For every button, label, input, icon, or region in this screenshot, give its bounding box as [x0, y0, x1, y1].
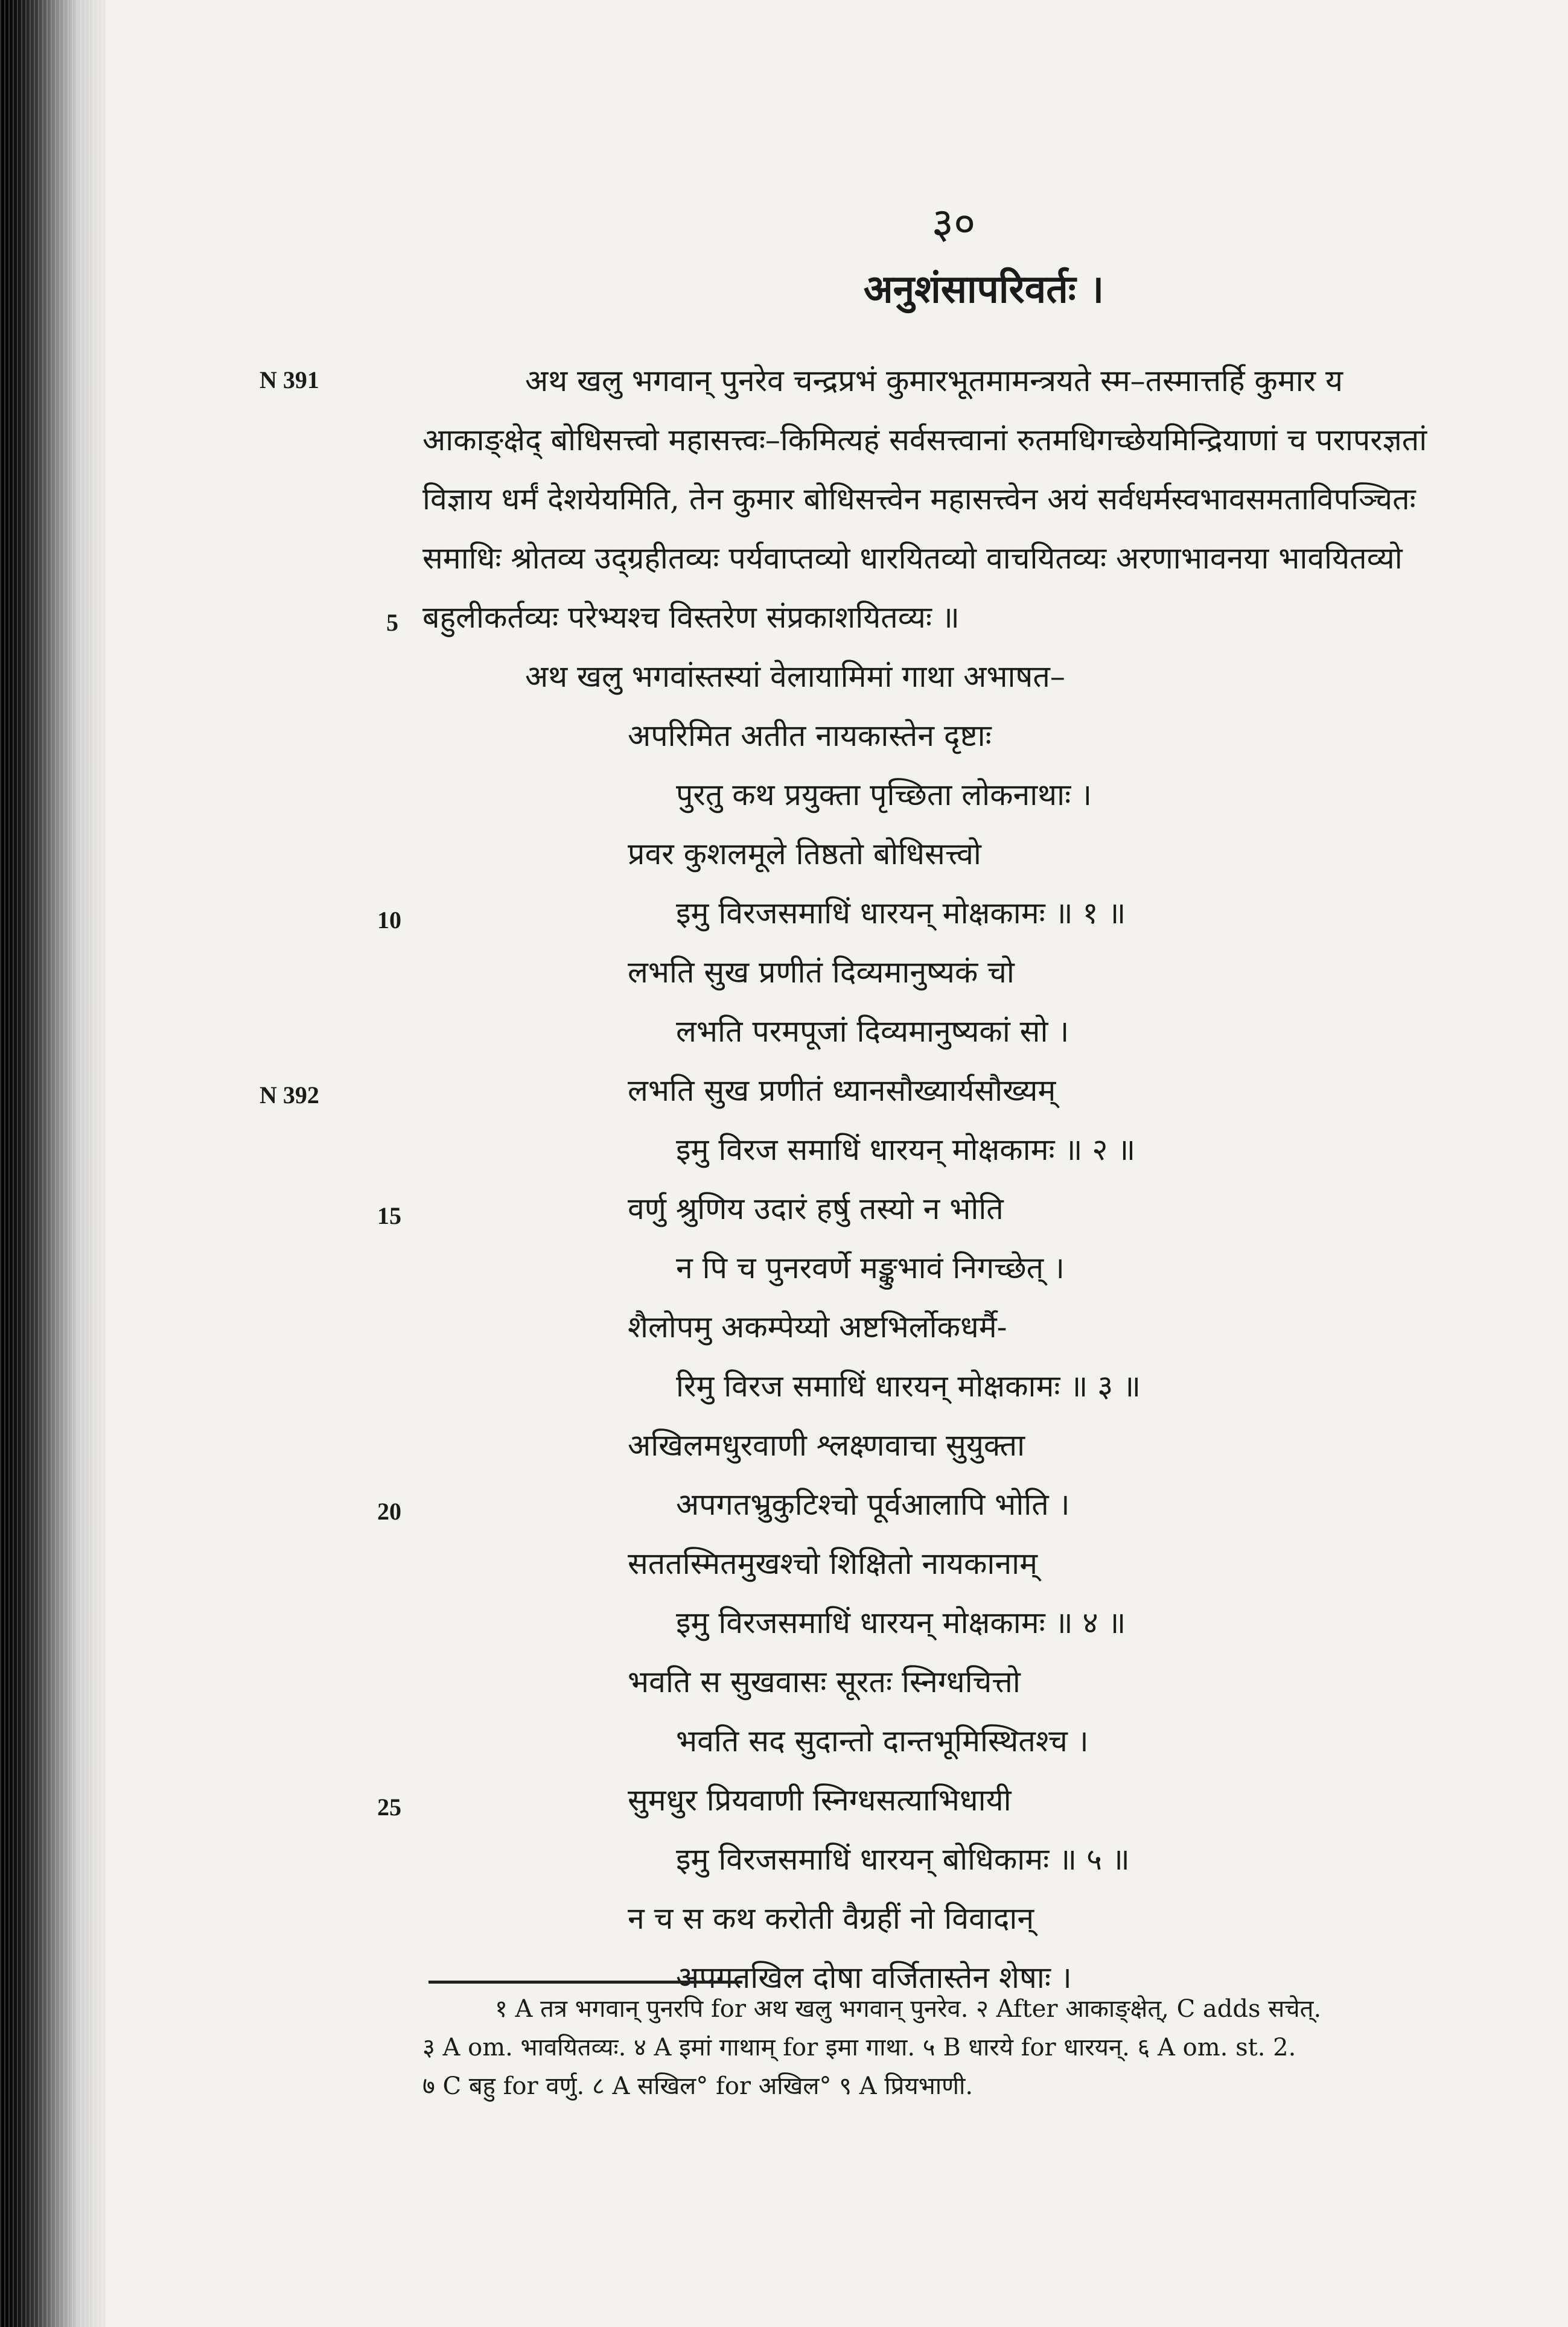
line-number: 5	[386, 609, 398, 636]
line-number: 10	[377, 906, 401, 934]
verse-line: इमु विरज समाधिं धारयन् मोक्षकामः ॥ २ ॥	[676, 1132, 1136, 1167]
verse-line: पुरतु कथ प्रयुक्ता पृच्छिता लोकनाथाः ।	[676, 777, 1092, 812]
verse-line: भवति सद सुदान्तो दान्तभूमिस्थितश्च ।	[676, 1724, 1089, 1759]
margin-reference: N 391	[260, 366, 319, 393]
verse-line: लभति परमपूजां दिव्यमानुष्यकां सो ।	[676, 1014, 1069, 1049]
footnote-line: १ A तत्र भगवान् पुनरपि for अथ खलु भगवान् पुनरेव. २ After आकाङ्क्षेत्, C adds सचेत्.	[495, 1995, 1322, 2023]
verse-line: सततस्मितमुखश्चो शिक्षितो नायकानाम्	[628, 1546, 1037, 1581]
verse-line: प्रवर कुशलमूले तिष्ठतो बोधिसत्त्वो	[628, 836, 981, 871]
line-number: 25	[377, 1794, 401, 1821]
verse-line: इमु विरजसमाधिं धारयन् बोधिकामः ॥ ५ ॥	[676, 1842, 1130, 1877]
margin-reference: N 392	[260, 1081, 319, 1109]
verse-line: अपगतभ्रुकुटिश्चो पूर्वआलापि भोति ।	[676, 1487, 1070, 1522]
verse-line: अखिलमधुरवाणी श्लक्ष्णवाचा सुयुक्ता	[628, 1428, 1025, 1463]
prose-line: अथ खलु भगवांस्तस्यां वेलायामिमां गाथा अभाषत–	[525, 659, 1065, 694]
line-number: 15	[377, 1202, 401, 1229]
book-binding-edge	[0, 0, 106, 2327]
line-number: 20	[377, 1498, 401, 1525]
footnote-line: ७ C बहु for वर्णु. ८ A सखिल° for अखिल° ९ A प्रियभाणी.	[422, 2072, 974, 2100]
verse-line: इमु विरजसमाधिं धारयन् मोक्षकामः ॥ ४ ॥	[676, 1605, 1126, 1640]
verse-line: रिमु विरज समाधिं धारयन् मोक्षकामः ॥ ३ ॥	[676, 1369, 1141, 1404]
verse-line: वर्णु श्रुणिय उदारं हर्षु तस्यो न भोति	[628, 1191, 1004, 1226]
verse-line: शैलोपमु अकम्पेय्यो अष्टभिर्लोकधर्मै-	[628, 1310, 1007, 1345]
verse-line: न च स कथ करोती वैग्रहीं नो विवादान्	[628, 1901, 1034, 1936]
verse-line: सुमधुर प्रियवाणी स्निग्धसत्याभिधायी	[628, 1783, 1012, 1818]
verse-line: न पि च पुनरवर्णे मङ्कुभावं निगच्छेत् ।	[676, 1250, 1065, 1285]
prose-line: समाधिः श्रोतव्य उद्ग्रहीतव्यः पर्यवाप्तव्यो धारयितव्यो वाचयितव्यः अरणाभावनया भावयितव्यो	[422, 541, 1403, 576]
chapter-title: अनुशंसापरिवर्तः ।	[863, 267, 1104, 312]
verse-line: भवति स सुखवासः सूरतः स्निग्धचित्तो	[628, 1664, 1021, 1699]
verse-line: लभति सुख प्रणीतं ध्यानसौख्यार्यसौख्यम्	[628, 1073, 1056, 1108]
prose-line: अथ खलु भगवान् पुनरेव चन्द्रप्रभं कुमारभूतमामन्त्रयते स्म–तस्मात्तर्हि कुमार य	[525, 363, 1343, 398]
prose-line: आकाङ्क्षेद् बोधिसत्त्वो महासत्त्वः–किमित्यहं सर्वसत्त्वानां रुतमधिगच्छेयमिन्द्रियाणां च परापरज्ञतां	[422, 422, 1427, 457]
chapter-number: ३०	[931, 199, 976, 248]
verse-line: अपरिमित अतीत नायकास्तेन दृष्टाः	[628, 718, 992, 753]
footnote-rule	[429, 1981, 742, 1984]
verse-line: लभति सुख प्रणीतं दिव्यमानुष्यकं चो	[628, 955, 1015, 990]
prose-line: बहुलीकर्तव्यः परेभ्यश्च विस्तरेण संप्रकाशयितव्यः ॥	[422, 600, 960, 635]
prose-line: विज्ञाय धर्मं देशयेयमिति, तेन कुमार बोधिसत्त्वेन महासत्त्वेन अयं सर्वधर्मस्वभावसमताविपञ्चितः	[422, 482, 1416, 517]
footnote-line: ३ A om. भावयितव्यः. ४ A इमां गाथाम् for इमा गाथा. ५ B धारये for धारयन्. ६ A om. st. 2.	[422, 2034, 1296, 2061]
verse-line: अपगतखिल दोषा वर्जितास्तेन शेषाः ।	[676, 1960, 1072, 1995]
verse-line: इमु विरजसमाधिं धारयन् मोक्षकामः ॥ १ ॥	[676, 896, 1126, 931]
